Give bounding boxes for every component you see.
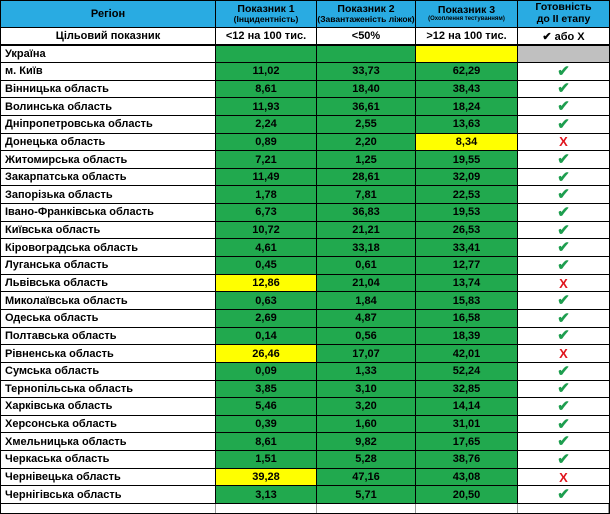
region-name-cell: Чернігівська область [1, 486, 216, 504]
indicator1-value-cell: 11,02 [216, 63, 317, 81]
target-indicator2-cell: <50% [317, 28, 416, 46]
table-row [1, 98, 609, 116]
indicator2-value-cell: 3,10 [317, 381, 416, 399]
header-readiness [518, 1, 609, 28]
indicator2-value-cell: 0,61 [317, 257, 416, 275]
region-name-cell: Тернопільська область [1, 381, 216, 399]
indicator3-value-cell: 20,50 [416, 486, 518, 504]
indicator3-value-cell: 8,34 [416, 134, 518, 152]
indicator3-value-cell: 42,01 [416, 345, 518, 363]
indicator2-value-cell: 0,56 [317, 328, 416, 346]
header-indicator2-title: Показник 2 [337, 2, 395, 15]
indicator1-value-cell: 26,46 [216, 345, 317, 363]
indicator2-value-cell: 18,40 [317, 81, 416, 99]
readiness-cell [518, 433, 609, 451]
indicator2-value-cell: 7,81 [317, 186, 416, 204]
table-row [1, 169, 609, 187]
indicator3-value-cell: 16,58 [416, 310, 518, 328]
table-row [1, 151, 609, 169]
region-name-cell: Запорізька область [1, 186, 216, 204]
indicator2-value-cell: 5,28 [317, 451, 416, 469]
table-row [1, 433, 609, 451]
indicator2-value-cell: 2,55 [317, 116, 416, 134]
indicator1-value-cell: 7,21 [216, 151, 317, 169]
indicator2-value-cell: 21,21 [317, 222, 416, 240]
indicator2-value-cell: 47,16 [317, 469, 416, 487]
indicator2-value-cell: 1,33 [317, 363, 416, 381]
indicator1-value-cell: 3,85 [216, 381, 317, 399]
indicator1-value-cell: 12,86 [216, 275, 317, 293]
region-name-cell: Одеська область [1, 310, 216, 328]
table-row [1, 186, 609, 204]
readiness-cell [518, 292, 609, 310]
indicator3-value-cell: 52,24 [416, 363, 518, 381]
indicator1-value-cell: 0,14 [216, 328, 317, 346]
check-icon: ✔ [557, 292, 570, 310]
indicator3-value-cell: 62,29 [416, 63, 518, 81]
check-icon: ✔ [557, 98, 570, 116]
indicator1-value-cell: 10,72 [216, 222, 317, 240]
header-indicator2 [317, 1, 416, 28]
header-indicator1 [216, 1, 317, 28]
table-row [1, 381, 609, 399]
table-row [1, 204, 609, 222]
region-name-cell: Полтавська область [1, 328, 216, 346]
readiness-cell [518, 151, 609, 169]
indicator1-value-cell: 8,61 [216, 81, 317, 99]
indicator1-value-cell: 8,61 [216, 433, 317, 451]
indicator3-value-cell: 22,53 [416, 186, 518, 204]
check-icon: ✔ [557, 204, 570, 221]
readiness-cell [518, 469, 609, 487]
target-indicator3-cell: >12 на 100 тис. [416, 28, 518, 46]
indicator3-value-cell: 13,63 [416, 116, 518, 134]
indicator3-value-cell: 33,41 [416, 239, 518, 257]
indicator1-value-cell: 11,93 [216, 98, 317, 116]
readiness-cell [518, 98, 609, 116]
table-header-row [1, 1, 609, 28]
check-icon: ✔ [557, 115, 570, 133]
header-readiness-line2: до ІІ етапу [536, 13, 591, 25]
table-row [1, 451, 609, 469]
readiness-cell [518, 116, 609, 134]
region-name-cell: Кіровоградська область [1, 239, 216, 257]
indicator1-value-cell: 6,73 [216, 204, 317, 222]
check-icon: ✔ [557, 362, 570, 380]
region-name-cell: Донецька область [1, 134, 216, 152]
table-row [1, 134, 609, 152]
table-row [1, 486, 609, 504]
ukraine-indicator2-cell [317, 46, 416, 63]
indicator2-value-cell: 5,71 [317, 486, 416, 504]
check-icon: ✔ [557, 380, 570, 398]
indicator1-value-cell: 2,69 [216, 310, 317, 328]
readiness-cell [518, 486, 609, 504]
check-icon: ✔ [557, 433, 570, 451]
check-icon: ✔ [557, 63, 570, 80]
check-icon: ✔ [557, 415, 570, 433]
indicator2-value-cell: 36,61 [317, 98, 416, 116]
indicator3-value-cell: 12,77 [416, 257, 518, 275]
table-row [1, 469, 609, 487]
indicator3-value-cell: 43,08 [416, 469, 518, 487]
indicator3-value-cell: 38,76 [416, 451, 518, 469]
readiness-cell [518, 204, 609, 222]
region-name-cell: Київська область [1, 222, 216, 240]
indicator1-value-cell: 0,39 [216, 416, 317, 434]
table-row [1, 328, 609, 346]
readiness-cell [518, 222, 609, 240]
check-icon: ✔ [557, 221, 570, 239]
table-row [1, 398, 609, 416]
region-name-cell: Миколаївська область [1, 292, 216, 310]
readiness-cell [518, 186, 609, 204]
table-row [1, 292, 609, 310]
region-name-cell: Волинська область [1, 98, 216, 116]
indicator3-value-cell: 38,43 [416, 81, 518, 99]
check-icon: ✔ [557, 309, 570, 327]
x-icon: Х [559, 346, 568, 362]
table-row [1, 275, 609, 293]
region-name-cell: Вінницька область [1, 81, 216, 99]
check-icon: ✔ [557, 451, 570, 468]
table-row [1, 239, 609, 257]
indicator3-value-cell: 18,24 [416, 98, 518, 116]
indicator2-value-cell: 33,73 [317, 63, 416, 81]
header-indicator3 [416, 1, 518, 28]
indicator1-value-cell: 1,78 [216, 186, 317, 204]
indicator2-value-cell: 3,20 [317, 398, 416, 416]
indicator1-value-cell: 4,61 [216, 239, 317, 257]
header-readiness-line1: Готовність [535, 1, 592, 14]
header-indicator3-subtitle: (Охоплення тестуванням) [428, 16, 505, 23]
check-icon: ✔ [557, 327, 570, 345]
region-rows [1, 63, 609, 504]
indicator1-value-cell: 1,51 [216, 451, 317, 469]
header-region [1, 1, 216, 28]
ukraine-indicator3-cell [416, 46, 518, 63]
region-name-cell: Чернівецька область [1, 469, 216, 487]
region-name-cell: Дніпропетровська область [1, 116, 216, 134]
readiness-cell [518, 257, 609, 275]
indicator3-value-cell: 15,83 [416, 292, 518, 310]
indicator2-value-cell: 17,07 [317, 345, 416, 363]
readiness-cell [518, 416, 609, 434]
readiness-cell [518, 81, 609, 99]
indicator1-value-cell: 39,28 [216, 469, 317, 487]
indicator3-value-cell: 26,53 [416, 222, 518, 240]
readiness-cell [518, 381, 609, 399]
region-name-cell: Львівська область [1, 275, 216, 293]
indicator2-value-cell: 28,61 [317, 169, 416, 187]
readiness-cell [518, 345, 609, 363]
region-name-cell: Харківська область [1, 398, 216, 416]
readiness-cell [518, 363, 609, 381]
table-row [1, 81, 609, 99]
indicator2-value-cell: 9,82 [317, 433, 416, 451]
table-row [1, 310, 609, 328]
indicator1-value-cell: 3,13 [216, 486, 317, 504]
check-icon: ✔ [557, 257, 570, 274]
readiness-cell [518, 134, 609, 152]
readiness-cell [518, 451, 609, 469]
indicator1-value-cell: 0,63 [216, 292, 317, 310]
indicator3-value-cell: 19,53 [416, 204, 518, 222]
check-icon: ✔ [557, 398, 570, 415]
region-name-cell: Житомирська область [1, 151, 216, 169]
readiness-cell [518, 275, 609, 293]
indicator1-value-cell: 0,89 [216, 134, 317, 152]
indicator3-value-cell: 32,85 [416, 381, 518, 399]
region-name-cell: Рівненська область [1, 345, 216, 363]
ukraine-summary-row [1, 46, 609, 63]
region-name-cell: Закарпатська область [1, 169, 216, 187]
check-icon: ✔ [557, 239, 570, 257]
indicator2-value-cell: 2,20 [317, 134, 416, 152]
indicator2-value-cell: 21,04 [317, 275, 416, 293]
table-row [1, 363, 609, 381]
indicator2-value-cell: 4,87 [317, 310, 416, 328]
ukraine-label-cell: Україна [1, 46, 216, 63]
check-icon: ✔ [557, 486, 570, 504]
readiness-cell [518, 310, 609, 328]
check-icon: ✔ [557, 80, 570, 98]
table-row [1, 222, 609, 240]
region-name-cell: Херсонська область [1, 416, 216, 434]
x-icon: Х [559, 275, 568, 291]
indicator1-value-cell: 5,46 [216, 398, 317, 416]
region-name-cell: Івано-Франківська область [1, 204, 216, 222]
indicator3-value-cell: 32,09 [416, 169, 518, 187]
table-row [1, 416, 609, 434]
region-name-cell: Луганська область [1, 257, 216, 275]
readiness-cell [518, 239, 609, 257]
indicator1-value-cell: 0,45 [216, 257, 317, 275]
indicator1-value-cell: 2,24 [216, 116, 317, 134]
indicator3-value-cell: 18,39 [416, 328, 518, 346]
readiness-cell [518, 398, 609, 416]
check-icon: ✔ [557, 168, 570, 186]
table-row [1, 63, 609, 81]
ukraine-indicator1-cell [216, 46, 317, 63]
readiness-cell [518, 328, 609, 346]
check-icon: ✔ [557, 186, 570, 204]
target-label-cell: Цільовий показник [1, 28, 216, 46]
indicator1-value-cell: 0,09 [216, 363, 317, 381]
indicator2-value-cell: 1,84 [317, 292, 416, 310]
region-name-cell: Хмельницька область [1, 433, 216, 451]
indicator3-value-cell: 17,65 [416, 433, 518, 451]
x-icon: Х [559, 134, 568, 150]
indicator2-value-cell: 36,83 [317, 204, 416, 222]
header-region-label: Регіон [90, 7, 126, 20]
ukraine-readiness-cell [518, 46, 609, 63]
region-name-cell: Черкаська область [1, 451, 216, 469]
indicator3-value-cell: 13,74 [416, 275, 518, 293]
partial-row [1, 504, 609, 513]
target-indicator-row [1, 28, 609, 46]
x-icon: Х [559, 469, 568, 485]
indicator2-value-cell: 1,25 [317, 151, 416, 169]
indicator2-value-cell: 1,60 [317, 416, 416, 434]
header-indicator1-title: Показник 1 [237, 2, 295, 15]
table-row [1, 257, 609, 275]
table-row [1, 345, 609, 363]
readiness-cell [518, 63, 609, 81]
header-indicator2-subtitle: (Завантаженість ліжок) [317, 14, 415, 25]
target-indicator1-cell: <12 на 100 тис. [216, 28, 317, 46]
check-icon: ✔ [557, 151, 570, 169]
header-indicator3-title: Показник 3 [437, 3, 496, 16]
readiness-cell [518, 169, 609, 187]
indicator3-value-cell: 14,14 [416, 398, 518, 416]
indicator3-value-cell: 19,55 [416, 151, 518, 169]
table-row [1, 116, 609, 134]
header-indicator1-subtitle: (Інцидентність) [233, 14, 299, 25]
indicator1-value-cell: 11,49 [216, 169, 317, 187]
indicator3-value-cell: 31,01 [416, 416, 518, 434]
indicator2-value-cell: 33,18 [317, 239, 416, 257]
region-name-cell: Сумська область [1, 363, 216, 381]
region-name-cell: м. Київ [1, 63, 216, 81]
target-readiness-cell: ✔ або Х [518, 28, 609, 46]
